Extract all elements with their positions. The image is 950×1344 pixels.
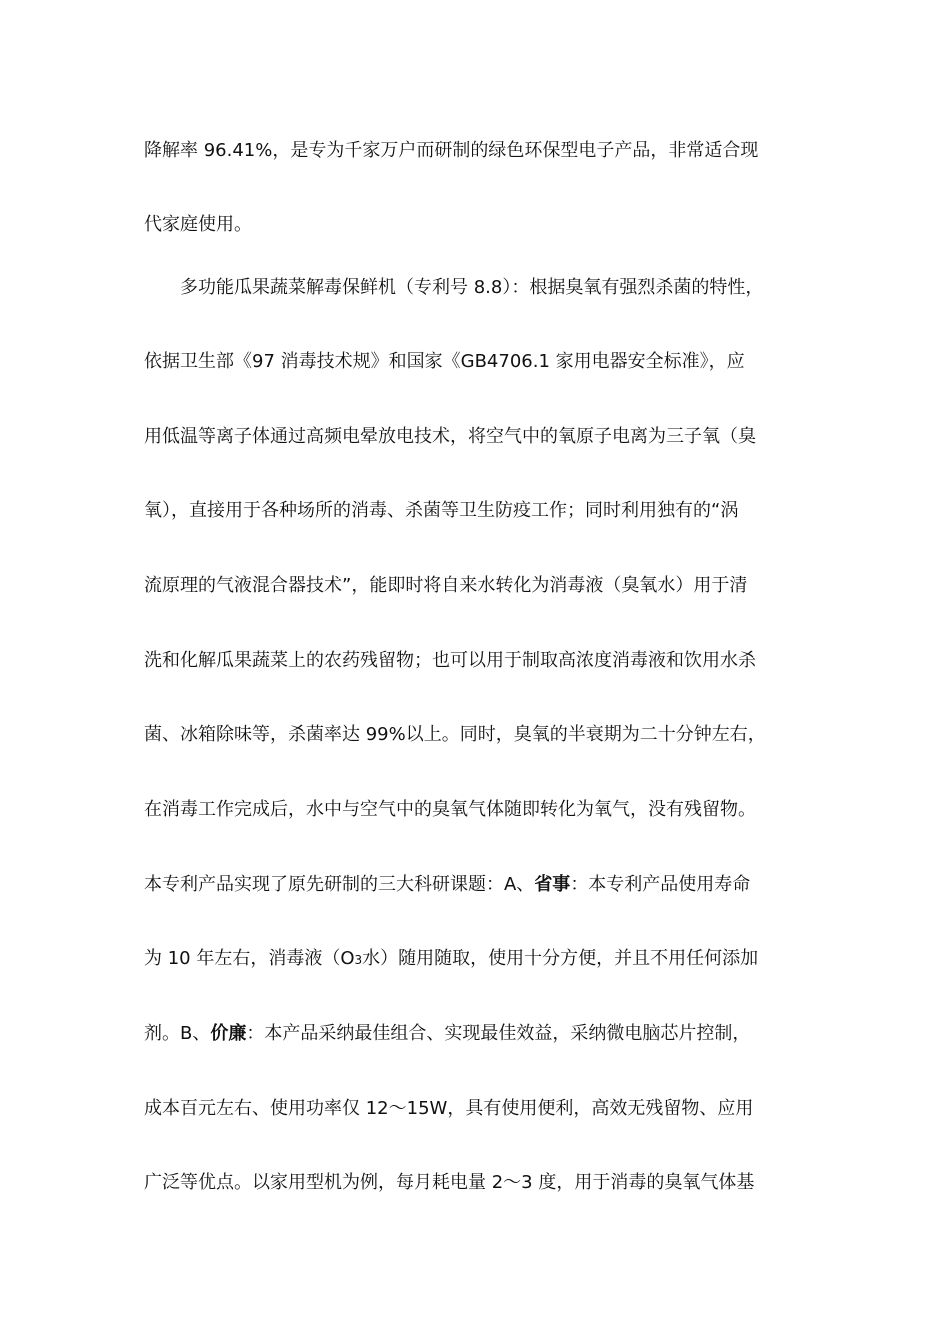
text-line-8: 洗和化解瓜果蔬菜上的农药残留物；也可以用于制取高浓度消毒液和饮用水杀: [144, 650, 756, 671]
text-line-14: 成本百元左右、使用功率仅 12～15W，具有使用便利，高效无残留物、应用: [144, 1098, 754, 1119]
text-line-15: 广泛等优点。以家用型机为例，每月耗电量 2～3 度，用于消毒的臭氧气体基: [144, 1172, 755, 1193]
text-line-4: 依据卫生部《97 消毒技术规》和国家《GB4706.1 家用电器安全标准》，应: [144, 351, 745, 372]
bold-term-low-cost: 价廉: [210, 1023, 247, 1044]
text-line-9: 菌、冰箱除味等，杀菌率达 99%以上。同时，臭氧的半衰期为二十分钟左右，: [144, 724, 766, 745]
line-11-suffix: ：本专利产品使用寿命: [570, 874, 751, 895]
text-line-5: 用低温等离子体通过高频电晕放电技术，将空气中的氧原子电离为三子氧（臭: [144, 426, 756, 447]
line-11-prefix: 本专利产品实现了原先研制的三大科研课题：A、: [144, 874, 535, 895]
text-line-10: 在消毒工作完成后，水中与空气中的臭氧气体随即转化为氧气，没有残留物。: [144, 799, 756, 820]
text-line-6: 氧），直接用于各种场所的消毒、杀菌等卫生防疫工作；同时利用独有的“涡: [144, 500, 739, 521]
text-line-11: [144, 872, 750, 898]
line-12-suffix: 水）随用随取，使用十分方便，并且不用任何添加: [362, 948, 759, 969]
paragraph-start-line: 多功能瓜果蔬菜解毒保鲜机（专利号 8.8）：根据臭氧有强烈杀菌的特性，: [180, 277, 764, 298]
text-line-13: [144, 1021, 750, 1047]
text-line-7: 流原理的气液混合器技术”，能即时将自来水转化为消毒液（臭氧水）用于清: [144, 575, 748, 596]
ozone-subscript: 3: [354, 953, 363, 967]
line-13-prefix: 剂。B、: [144, 1023, 211, 1044]
line-13-suffix: ：本产品采纳最佳组合、实现最佳效益，采纳微电脑芯片控制，: [246, 1023, 751, 1044]
line-12-prefix: 为 10 年左右，消毒液（O: [144, 948, 355, 969]
text-line-2: 代家庭使用。: [144, 214, 252, 235]
text-line-12: [144, 946, 758, 972]
text-line-1: 降解率 96.41%，是专为千家万户而研制的绿色环保型电子产品，非常适合现: [144, 140, 759, 161]
bold-term-convenience: 省事: [534, 874, 571, 895]
